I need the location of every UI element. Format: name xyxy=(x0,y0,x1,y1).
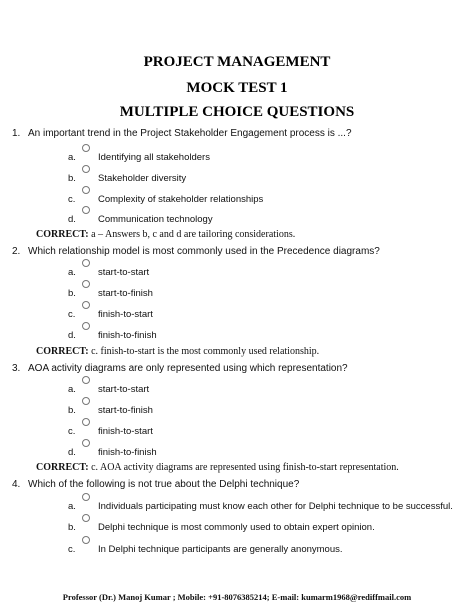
question-text: An important trend in the Project Stakeholder Engagement process is ...? xyxy=(28,128,352,139)
radio-button-icon[interactable] xyxy=(82,206,90,214)
radio-button-icon[interactable] xyxy=(82,322,90,330)
option-3c[interactable] xyxy=(68,426,153,438)
option-text: finish-to-start xyxy=(98,309,153,320)
option-letter: a. xyxy=(68,501,76,512)
option-letter: d. xyxy=(68,447,76,458)
radio-button-icon[interactable] xyxy=(82,397,90,405)
option-2a[interactable] xyxy=(68,267,150,279)
option-text: Identifying all stakeholders xyxy=(98,152,210,163)
option-text: Communication technology xyxy=(98,214,213,225)
option-text: Delphi technique is most commonly used to obtain expert opinion. xyxy=(98,522,375,533)
page-footer: Professor (Dr.) Manoj Kumar ; Mobile: +91-8076385214; E-mail: kumarm1968@rediffmail.com xyxy=(62,592,412,602)
option-text: Complexity of stakeholder relationships xyxy=(98,194,264,205)
option-letter: c. xyxy=(68,194,76,205)
option-4a[interactable] xyxy=(68,501,453,513)
radio-button-icon[interactable] xyxy=(82,514,90,522)
option-letter: a. xyxy=(68,152,76,163)
question-number: 1. xyxy=(12,128,21,139)
radio-button-icon[interactable] xyxy=(82,259,90,267)
correct-explanation: a – Answers b, c and d are tailoring considerations. xyxy=(88,229,296,240)
option-letter: c. xyxy=(68,426,76,437)
answer-1 xyxy=(36,229,295,241)
question-number: 4. xyxy=(12,479,21,490)
option-text: Stakeholder diversity xyxy=(98,173,187,184)
question-number: 3. xyxy=(12,363,21,374)
answer-2 xyxy=(36,346,319,358)
question-3 xyxy=(12,363,348,375)
option-letter: b. xyxy=(68,405,76,416)
option-3d[interactable] xyxy=(68,447,157,459)
question-4 xyxy=(12,479,299,491)
option-letter: d. xyxy=(68,214,76,225)
option-letter: a. xyxy=(68,384,76,395)
option-letter: b. xyxy=(68,288,76,299)
option-letter: d. xyxy=(68,330,76,341)
section-title: MULTIPLE CHOICE QUESTIONS xyxy=(119,104,355,120)
option-text: start-to-finish xyxy=(98,405,153,416)
option-letter: a. xyxy=(68,267,76,278)
option-2d[interactable] xyxy=(68,330,157,342)
option-letter: b. xyxy=(68,173,76,184)
option-1d[interactable] xyxy=(68,214,213,226)
radio-button-icon[interactable] xyxy=(82,165,90,173)
option-1a[interactable] xyxy=(68,152,210,164)
radio-button-icon[interactable] xyxy=(82,439,90,447)
question-2 xyxy=(12,246,380,258)
option-text: In Delphi technique participants are generally anonymous. xyxy=(98,544,343,555)
option-text: start-to-start xyxy=(98,267,150,278)
question-text: Which relationship model is most commonly used in the Precedence diagrams? xyxy=(28,246,380,257)
option-3a[interactable] xyxy=(68,384,150,396)
option-text: finish-to-start xyxy=(98,426,153,437)
answer-3 xyxy=(36,462,399,474)
option-letter: c. xyxy=(68,544,76,555)
radio-button-icon[interactable] xyxy=(82,301,90,309)
option-1c[interactable] xyxy=(68,194,264,206)
radio-button-icon[interactable] xyxy=(82,493,90,501)
correct-label: CORRECT: xyxy=(36,229,89,240)
option-2b[interactable] xyxy=(68,288,153,300)
page-subtitle: MOCK TEST 1 xyxy=(186,80,288,96)
question-text: Which of the following is not true about the Delphi technique? xyxy=(28,479,300,490)
option-letter: b. xyxy=(68,522,76,533)
radio-button-icon[interactable] xyxy=(82,280,90,288)
radio-button-icon[interactable] xyxy=(82,186,90,194)
option-4c[interactable] xyxy=(68,544,343,556)
option-text: finish-to-finish xyxy=(98,330,157,341)
option-2c[interactable] xyxy=(68,309,153,321)
option-3b[interactable] xyxy=(68,405,153,417)
radio-button-icon[interactable] xyxy=(82,418,90,426)
question-text: AOA activity diagrams are only represented using which representation? xyxy=(28,363,348,374)
question-1 xyxy=(12,128,352,140)
question-number: 2. xyxy=(12,246,21,257)
page-title: PROJECT MANAGEMENT xyxy=(143,54,331,70)
correct-label: CORRECT: xyxy=(36,462,89,473)
correct-label: CORRECT: xyxy=(36,346,89,357)
option-1b[interactable] xyxy=(68,173,187,185)
radio-button-icon[interactable] xyxy=(82,536,90,544)
radio-button-icon[interactable] xyxy=(82,144,90,152)
option-text: start-to-start xyxy=(98,384,150,395)
correct-explanation: c. finish-to-start is the most commonly used relationship. xyxy=(88,346,320,357)
option-letter: c. xyxy=(68,309,76,320)
option-4b[interactable] xyxy=(68,522,375,534)
option-text: Individuals participating must know each other for Delphi technique to be successful. xyxy=(98,501,453,512)
option-text: start-to-finish xyxy=(98,288,153,299)
option-text: finish-to-finish xyxy=(98,447,157,458)
correct-explanation: c. AOA activity diagrams are represented using finish-to-start representation. xyxy=(88,462,399,473)
radio-button-icon[interactable] xyxy=(82,376,90,384)
